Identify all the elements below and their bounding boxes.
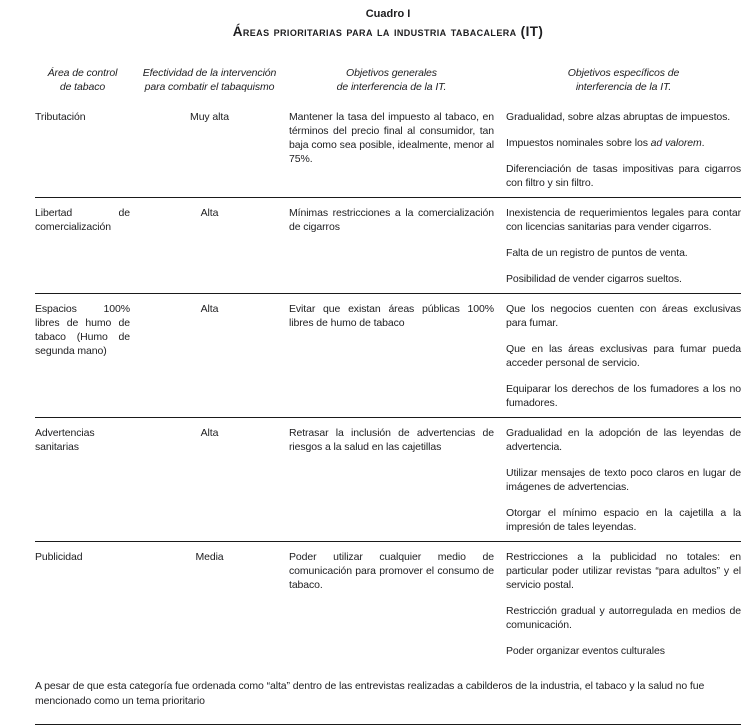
table-row bbox=[35, 198, 741, 294]
specific-objective-item: Que en las áreas exclusivas para fumar pueda acceder personal de servicio. bbox=[506, 343, 741, 369]
cell-specific-objectives bbox=[506, 206, 741, 286]
cell-specific-objectives bbox=[506, 302, 741, 410]
table-row bbox=[35, 542, 741, 665]
cell-general-objective: Evitar que existan áreas públicas 100% libres de humo de tabaco bbox=[289, 303, 494, 329]
table-footnote: A pesar de que esta categoría fue ordenada como “alta” dentro de las entrevistas realizadas a cabilderos de la industria, el tabaco y la salud no fue mencionado como un tema prioritario bbox=[35, 679, 741, 725]
specific-objective-item: Diferenciación de tasas impositivas para cigarros con filtro y sin filtro. bbox=[506, 163, 741, 189]
column-header-line: para combatir el tabaquismo bbox=[144, 81, 275, 93]
cell-control-area: Espacios 100% libres de humo de tabaco (Humo de segunda mano) bbox=[35, 303, 130, 357]
specific-objective-item: Utilizar mensajes de texto poco claros en lugar de imágenes de advertencias. bbox=[506, 467, 741, 493]
cell-general-objective: Mantener la tasa del impuesto al tabaco, en términos del precio final al consumidor, tan baja como sea posible, idealmente, menor al 75%. bbox=[289, 111, 494, 165]
specific-objective-item: Posibilidad de vender cigarros sueltos. bbox=[506, 273, 682, 285]
cell-general-objective: Mínimas restricciones a la comercialización de cigarros bbox=[289, 207, 494, 233]
table-row bbox=[35, 110, 741, 198]
column-header-line: Área de control bbox=[47, 67, 118, 79]
specific-objective-item: Impuestos nominales sobre los ad valorem. bbox=[506, 137, 705, 149]
column-header-line: Objetivos específicos de bbox=[567, 67, 680, 79]
column-header-objetivos-especificos bbox=[506, 66, 741, 94]
column-header-line: Objetivos generales bbox=[346, 67, 437, 79]
cell-control-area: Publicidad bbox=[35, 551, 83, 563]
column-header-area-control bbox=[35, 66, 130, 94]
table-row bbox=[35, 418, 741, 542]
specific-objective-item: Gradualidad, sobre alzas abruptas de impuestos. bbox=[506, 111, 731, 123]
page-title: Áreas prioritarias para la industria tabacalera (IT) bbox=[232, 24, 544, 39]
cell-control-area: Libertad de comercialización bbox=[35, 207, 130, 233]
specific-objective-item: Equiparar los derechos de los fumadores a los no fumadores. bbox=[506, 383, 741, 409]
cell-effectiveness: Alta bbox=[200, 303, 219, 315]
specific-objective-item: Restricciones a la publicidad no totales: en particular poder utilizar revistas “para adultos” y el servicio postal. bbox=[506, 551, 741, 591]
table-number: Cuadro I bbox=[365, 8, 411, 20]
specific-objective-item: Otorgar el mínimo espacio en la cajetilla a la impresión de tales leyendas. bbox=[506, 507, 741, 533]
column-header-line: de tabaco bbox=[59, 81, 106, 93]
cell-effectiveness: Media bbox=[195, 551, 224, 563]
table-body bbox=[35, 110, 741, 665]
column-header-objetivos-generales bbox=[289, 66, 494, 94]
cell-control-area: Advertencias sanitarias bbox=[35, 427, 95, 453]
specific-objective-item: Que los negocios cuenten con áreas exclusivas para fumar. bbox=[506, 303, 741, 329]
specific-objective-item: Restricción gradual y autorregulada en medios de comunicación. bbox=[506, 605, 741, 631]
cell-effectiveness: Alta bbox=[200, 207, 219, 219]
column-header-line: de interferencia de la IT. bbox=[336, 81, 447, 93]
cell-control-area: Tributación bbox=[35, 111, 86, 123]
cell-specific-objectives bbox=[506, 550, 741, 658]
specific-objective-item: Gradualidad en la adopción de las leyendas de advertencia. bbox=[506, 427, 741, 453]
column-header-line: Efectividad de la intervención bbox=[142, 67, 277, 79]
specific-objective-item: Poder organizar eventos culturales bbox=[506, 645, 665, 657]
table-row bbox=[35, 294, 741, 418]
column-header-efectividad bbox=[142, 66, 277, 94]
cell-general-objective: Poder utilizar cualquier medio de comunicación para promover el consumo de tabaco. bbox=[289, 551, 494, 591]
cell-specific-objectives bbox=[506, 110, 741, 190]
column-header-line: interferencia de la IT. bbox=[575, 81, 672, 93]
cell-effectiveness: Muy alta bbox=[190, 111, 229, 123]
specific-objective-item: Inexistencia de requerimientos legales para contar con licencias sanitarias para vender cigarros. bbox=[506, 207, 741, 233]
cell-effectiveness: Alta bbox=[200, 427, 219, 439]
cell-specific-objectives bbox=[506, 426, 741, 534]
table-header-row bbox=[35, 66, 741, 94]
cell-general-objective: Retrasar la inclusión de advertencias de riesgos a la salud en las cajetillas bbox=[289, 427, 494, 453]
specific-objective-item: Falta de un registro de puntos de venta. bbox=[506, 247, 688, 259]
